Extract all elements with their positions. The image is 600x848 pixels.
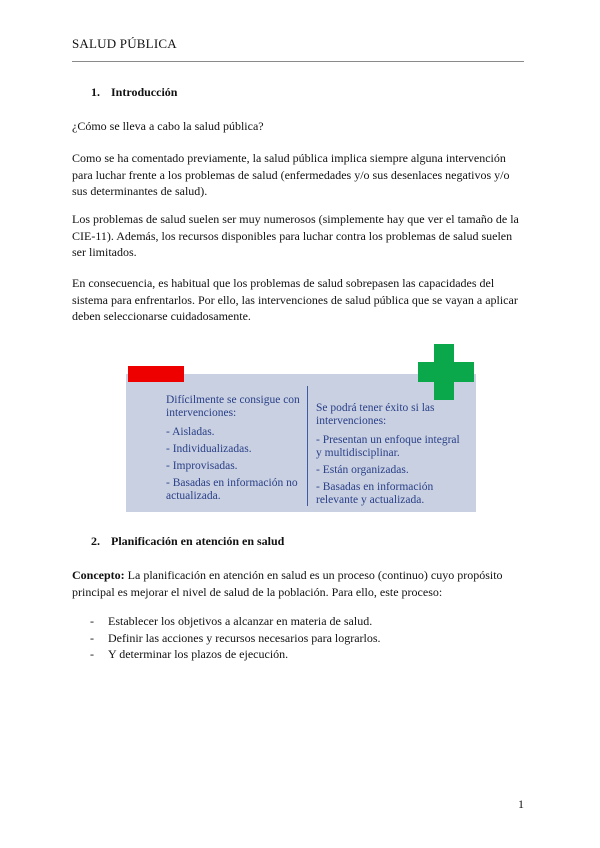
figure-divider	[307, 386, 308, 506]
page-header-title: SALUD PÚBLICA	[72, 36, 177, 51]
concept-text: La planificación en atención en salud es un proceso (continuo) cuyo propósito principal es mejorar el nivel de salud de la población. Para ello, este proceso:	[72, 568, 503, 599]
list-item-text: Definir las acciones y recursos necesarios para lograrlos.	[108, 630, 381, 645]
figure-left-item: - Improvisadas.	[166, 460, 238, 472]
interventions-figure	[126, 344, 476, 512]
concept-paragraph	[72, 567, 526, 600]
list-item	[90, 630, 381, 647]
list-item-text: Establecer los objetivos a alcanzar en materia de salud.	[108, 614, 373, 628]
minus-icon	[128, 366, 184, 382]
figure-left-item: - Aisladas.	[166, 426, 215, 438]
intro-paragraph-3: En consecuencia, es habitual que los problemas de salud sobrepasen las capacidades del sistema para enfrentarlos. Por ello, las intervenciones de salud pública que se vayan a aplicar deben seleccionarse cuidadosamente.	[72, 276, 518, 323]
planning-list	[90, 613, 381, 663]
figure-right-item: - Están organizadas.	[316, 464, 409, 476]
figure-right-item: - Basadas en información relevante y actualizada.	[316, 481, 434, 506]
figure-right-column	[316, 402, 466, 511]
list-dash: -	[90, 647, 94, 661]
figure-left-lead: Difícilmente se consigue con intervenciones:	[166, 394, 300, 419]
section-number: 1.	[91, 85, 100, 99]
list-dash: -	[90, 630, 94, 645]
figure-left-column	[166, 394, 300, 507]
section-title-introduccion	[91, 85, 177, 100]
page-number: 1	[518, 797, 524, 811]
concept-label: Concepto:	[72, 568, 125, 582]
intro-paragraph-1: Como se ha comentado previamente, la salud pública implica siempre alguna intervención para luchar frente a los problemas de salud (enfermedades y/o sus desenlaces negativos y/o sus determinantes de salud).	[72, 151, 510, 198]
section-title-planificacion	[91, 534, 284, 549]
figure-right-lead: Se podrá tener éxito si las intervenciones:	[316, 402, 435, 427]
figure-right-item: - Presentan un enfoque integral y multidisciplinar.	[316, 434, 460, 459]
intro-question: ¿Cómo se lleva a cabo la salud pública?	[72, 119, 264, 133]
section-number: 2.	[91, 534, 100, 548]
section-title-text: Planificación en atención en salud	[111, 534, 285, 548]
list-dash: -	[90, 614, 94, 628]
list-item	[90, 646, 381, 663]
list-item-text: Y determinar los plazos de ejecución.	[108, 647, 289, 661]
intro-paragraph-2: Los problemas de salud suelen ser muy numerosos (simplemente hay que ver el tamaño de la CIE-11). Además, los recursos disponibles para luchar contra los problemas de salud suelen ser limitados.	[72, 212, 519, 259]
plus-icon-bar	[418, 362, 474, 382]
figure-left-item: - Basadas en información no actualizada.	[166, 477, 298, 502]
header-divider	[72, 61, 524, 62]
list-item	[90, 613, 381, 630]
section-title-text: Introducción	[111, 85, 178, 99]
figure-left-item: - Individualizadas.	[166, 443, 252, 455]
